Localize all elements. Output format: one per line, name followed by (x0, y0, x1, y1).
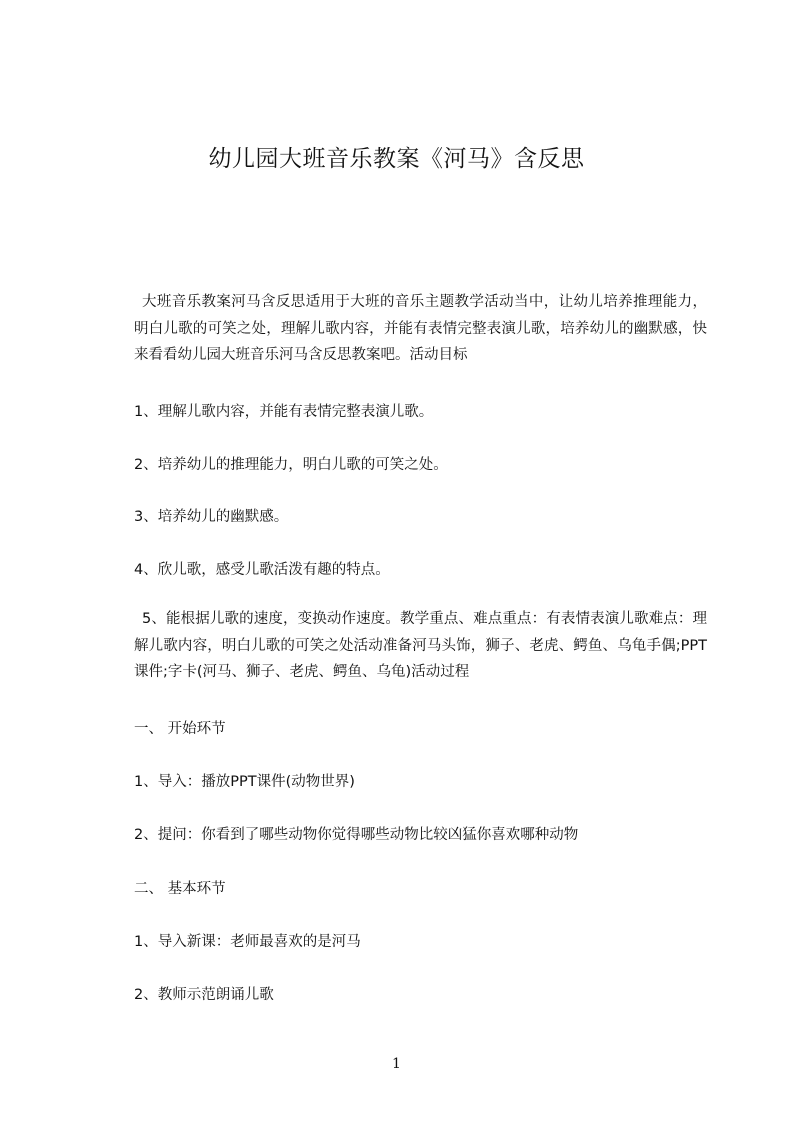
section-heading-basic: 二、 基本环节 (134, 881, 226, 897)
goal-item-2: 2、培养幼儿的推理能力，明白儿歌的可笑之处。 (134, 457, 448, 473)
page-number: 1 (392, 1056, 401, 1072)
section-heading-start: 一、 开始环节 (134, 721, 226, 737)
section-start-item-1: 1、导入：播放PPT课件(动物世界) (134, 774, 355, 790)
section-start-item-2: 2、提问：你看到了哪些动物你觉得哪些动物比较凶猛你喜欢哪种动物 (134, 827, 579, 843)
goal-item-5-paragraph: 5、能根据儿歌的速度，变换动作速度。教学重点、难点重点：有表情表演儿歌难点：理解儿歌内容，明白儿歌的可笑之处活动准备河马头饰，狮子、老虎、鳄鱼、乌龟手偶;PPT课件;字卡(河马、狮子、老虎、鳄鱼、乌龟)活动过程 (134, 611, 707, 680)
intro-paragraph: 大班音乐教案河马含反思适用于大班的音乐主题教学活动当中，让幼儿培养推理能力，明白儿歌的可笑之处，理解儿歌内容，并能有表情完整表演儿歌，培养幼儿的幽默感，快来看看幼儿园大班音乐河马含反思教案吧。活动目标 (134, 294, 707, 363)
goal-item-3: 3、培养幼儿的幽默感。 (134, 509, 289, 525)
section-basic-item-1: 1、导入新课：老师最喜欢的是河马 (134, 934, 361, 950)
goal-item-1: 1、理解儿歌内容，并能有表情完整表演儿歌。 (134, 404, 434, 420)
document-title: 幼儿园大班音乐教案《河马》含反思 (208, 146, 585, 172)
goal-item-4: 4、欣儿歌，感受儿歌活泼有趣的特点。 (134, 562, 390, 578)
section-basic-item-2: 2、教师示范朗诵儿歌 (134, 987, 274, 1003)
